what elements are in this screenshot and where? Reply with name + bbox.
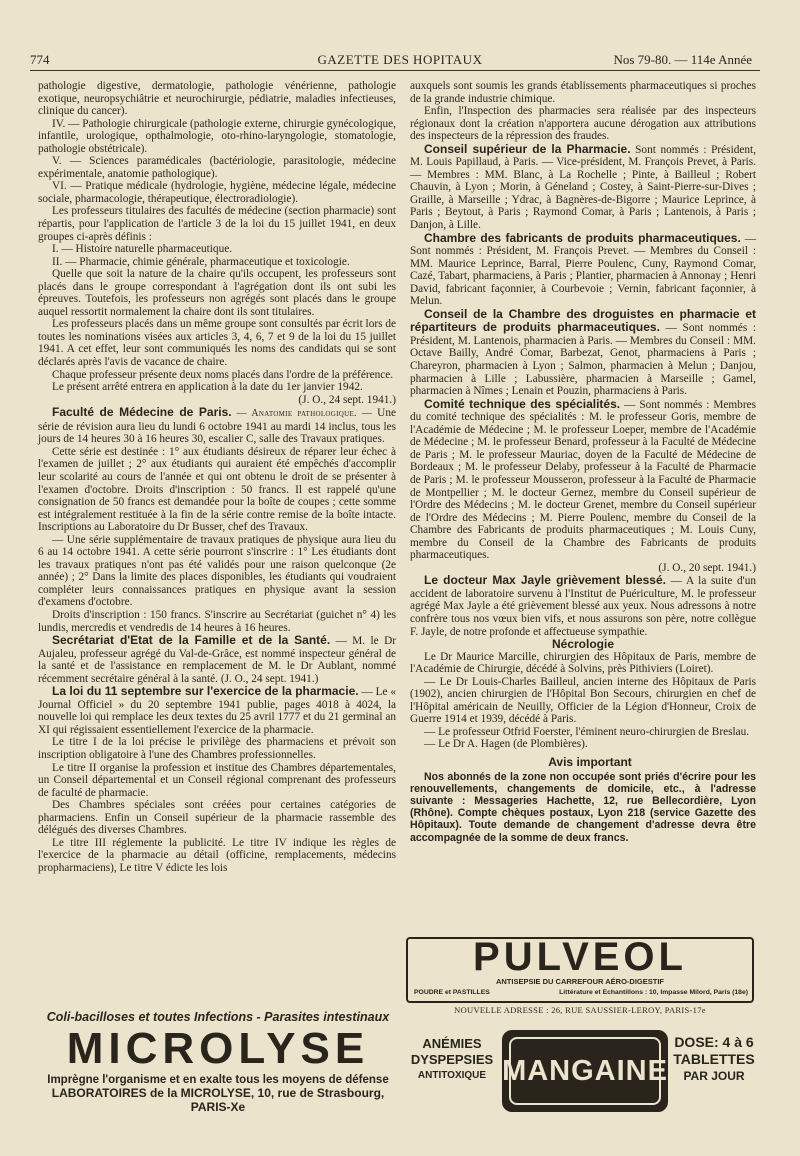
pulveol-subtitle: ANTISEPSIE DU CARREFOUR AÉRO-DIGESTIF [495, 977, 665, 986]
citation: (J. O., 20 sept. 1941.) [658, 561, 756, 574]
paragraph: — Une série supplémentaire de travaux pratiques de physique aura lieu du 6 au 14 octobre 1941. A cette série pourront s'inscrire : 1° Les étudiants dont les travaux pratiques n'ont pas été validés pour une raison quelconque (2e année) ; 2° Dans la limite des places disponibles, les étudiants qui voudraient compléter leurs connaissances pratiques en physique avant la session d'examens d'octobre. [38, 533, 396, 609]
mangaine-name: MANGAINE [502, 1054, 668, 1087]
paragraph: Quelle que soit la nature de la chaire qu'ils occupent, les professeurs sont placés dans le groupe correspondant à l'agrégation dont ils ont subi les épreuves. Toutefois, les professeurs non agrégés sont placés dans le groupe auquel ressortit normalement la chaire dont ils sont titulaires. [38, 268, 396, 318]
pulveol-name: PULVEOL [473, 935, 687, 979]
paragraph: Le titre III réglemente la publicité. Le titre IV indique les règles de l'exercice de la pharmacie au détail (officine, remplacements, médecins propharmaciens), Le titre V édicte les lois [38, 836, 396, 874]
news-item [38, 634, 396, 685]
microlyse-claim: Imprègne l'organisme et en exalte tous les moyens de défense [47, 1074, 389, 1086]
paragraph: II. — Pharmacie, chimie générale, pharmaceutique et toxicologie. [52, 255, 350, 268]
news-heading: Comité technique des spécialités. [424, 396, 621, 411]
pulveol-samples: Littérature et Echantillons : 10, Impasse Milord, Paris (18e) [559, 989, 748, 996]
news-item [410, 308, 756, 398]
news-subheading: — Anatomie pathologique. — [236, 408, 373, 420]
paragraph: Le titre II organise la profession et institue des Chambres départementales, un Conseil départemental et un Conseil régional comprenant des professeurs de faculté de pharmacie. [38, 761, 396, 799]
paragraph: — Le Dr Louis-Charles Bailleul, ancien interne des Hôpitaux de Paris (1902), ancien chirurgien de l'Hôpital Bon Secours, chirurgien en chef de l'Hôpital américain de Neuilly, Officier de la Légion d'Honneur, Croix de Guerre 1914 et 1939, décédé à Paris. [410, 675, 756, 726]
news-heading: Chambre des fabricants de produits pharmaceutiques. [424, 230, 741, 245]
mangaine-ad [404, 1030, 760, 1110]
paragraph: Enfin, l'Inspection des pharmacies sera réalisée par des inspecteurs régionaux dont la création n'apportera aucune dérogation aux attributions des inspecteurs de la répression des fraudes. [410, 105, 756, 143]
news-heading: Conseil de la Chambre des droguistes en pharmacie et répartiteurs de produits pharmaceutiques. [410, 306, 756, 335]
news-body: — Le « Journal Officiel » du 20 septembre 1941 publie, pages 4018 à 4024, la nouvelle loi qui remplace les deux textes du 25 avril 1777 et du 21 germinal an XI qui régissaient essentiellement l'exercice de la pharmacie. [38, 686, 396, 736]
news-body: — M. le Dr Aujaleu, professeur agrégé du Val-de-Grâce, est nommé inspecteur général de la santé et de l'assistance en remplacement de M. le Dr Aublant, nommé récemment secrétaire général à la santé. (J. O., 24 sept. 1941.) [38, 635, 396, 685]
microlyse-ad [38, 1010, 398, 1125]
paragraph: Chaque professeur présente deux noms placés dans l'ordre de la préférence. [52, 368, 394, 381]
news-body: Une série de révision aura lieu du lundi 6 octobre 1941 au mardi 14 inclus, tous les jours de 14 heures 30 à 16 heures 30, escalier C, salle des Travaux pratiques. [38, 407, 396, 446]
news-item [38, 406, 396, 446]
avis-body: Nos abonnés de la zone non occupée sont priés d'écrire pour les renouvellements, changements de domicile, etc., à l'adresse suivante : Messageries Hachette, 12, rue Bellecordière, Lyon (Rhône). Compte chèques postaux, Lyon 218 (service Gazette des Hôpitaux). Toute demande de changement d'adresse devra être accompagnée de la somme de deux francs. [410, 770, 756, 844]
mangaine-right-3: PAR JOUR [683, 1069, 745, 1083]
news-heading: Secrétariat d'Etat de la Famille et de la Santé. [52, 633, 331, 648]
news-item [410, 143, 756, 232]
paragraph: — Le Dr A. Hagen (de Plombières). [424, 738, 588, 751]
paragraph: auxquels sont soumis les grands établissements pharmaceutiques si proches de la grande industrie chimique. [410, 80, 756, 105]
news-item [410, 574, 756, 638]
paragraph: I. — Histoire naturelle pharmaceutique. [52, 243, 233, 256]
mangaine-right-2: TABLETTES [673, 1051, 755, 1067]
paragraph: — Le professeur Otfrid Foerster, l'éminent neuro-chirurgien de Breslau. [424, 725, 750, 738]
pulveol-details [414, 989, 748, 996]
paragraph: pathologie digestive, dermatologie, pathologie vénérienne, pathologie exotique, neuropsychiâtrie et neurochirurgie, pédiatrie, maladies infectieuses, clinique du cancer). [38, 80, 396, 118]
paragraph: IV. — Pathologie chirurgicale (pathologie externe, chirurgie gynécologique, infantile, urologique, opthalmologie, oto-rhino-laryngologie, stomatologie, pathologie obstétricale). [38, 117, 396, 155]
mangaine-indications [406, 1036, 498, 1084]
avis-title: Avis important [548, 754, 632, 769]
paragraph: Le titre I de la loi précise le privilège des pharmaciens et prévoit son inscription obligatoire à l'une des Chambres professionnelles. [38, 736, 396, 761]
paragraph: Les professeurs titulaires des facultés de médecine (section pharmacie) sont répartis, pour l'application de l'article 3 de la loi du 15 juillet 1941, en deux groupes ci-après définis : [38, 205, 396, 243]
microlyse-name: MICROLYSE [66, 1024, 370, 1073]
pulveol-frame [406, 937, 754, 1003]
paragraph: Des Chambres spéciales sont créées pour certaines catégories de pharmaciens. Enfin un Conseil supérieur de la pharmacie rassemble des délégués des diverses Chambres. [38, 799, 396, 837]
news-heading: La loi du 11 septembre sur l'exercice de la pharmacie. [52, 684, 359, 699]
paragraph: VI. — Pratique médicale (hydrologie, hygiène, médecine légale, médecine sociale, pharmacologie, thérapeutique, électroradiologie). [38, 180, 396, 205]
microlyse-address: LABORATOIRES de la MICROLYSE, 10, rue de Strasbourg, PARIS-Xe [51, 1086, 385, 1114]
citation: (J. O., 24 sept. 1941.) [298, 393, 396, 406]
news-item [38, 685, 396, 736]
mangaine-left-3: ANTITOXIQUE [417, 1070, 487, 1081]
journal-title: GAZETTE DES HOPITAUX [317, 52, 483, 67]
paragraph: Droits d'inscription : 150 francs. S'inscrire au Secrétariat (guichet n° 4) les lundis, mercredis et vendredis de 14 heures à 16 heures. [38, 608, 396, 634]
mangaine-dosage [668, 1034, 760, 1085]
news-heading: Le docteur Max Jayle grièvement blessé. [424, 573, 666, 588]
mangaine-right-1: DOSE: 4 à 6 [674, 1034, 754, 1050]
paragraph: Le présent arrêté entrera en application à la date du 1er janvier 1942. [52, 381, 363, 394]
microlyse-tagline: Coli-bacilloses et toutes Infections - Parasites intestinaux [46, 1010, 390, 1024]
news-item [410, 398, 756, 562]
pulveol-address: NOUVELLE ADRESSE : 26, RUE SAUSSIER-LEROY, PARIS-17e [454, 1005, 706, 1015]
news-body: Sont nommés : Président, M. Louis Papillaud, à Paris. — Vice-président, M. François Prevet, à Paris. — Membres : MM. Blanc, à La Rochelle ; Pinte, à Bailleul ; Robert Chauvin, à Lyon ; Morin, à Géneland ; Costey, à Saint-Pierre-sur-Dives ; Graille, à Marseille ; Ydrac, à Bagnères-de-Bigorre ; Maurice Leprince, à Paris ; Beytout, à Paris ; Raymond Comar, à Paris ; Lantenois, à Paris ; Danjon, à Lille. [410, 143, 756, 232]
mangaine-logo [502, 1030, 668, 1112]
header-rule [30, 70, 760, 71]
news-heading: Faculté de Médecine de Paris. [52, 405, 232, 420]
news-item [410, 232, 756, 308]
page-number: 774 [30, 52, 50, 67]
news-body: — A la suite d'un accident de laboratoire survenu à l'Institut de Puériculture, M. le professeur agrégé Max Jayle a été grièvement blessé aux yeux. Nous adressons à notre confrère tous nos vœux bien vifs, et nous assurons son père, notre collègue F. Jayle, de notre profonde et affectueuse sympathie. [410, 575, 756, 638]
paragraph: Cette série est destinée : 1° aux étudiants désireux de réparer leur échec à l'examen de juillet ; 2° aux étudiants qui auraient été empêchés d'accomplir leur scolarité au cours de l'année et qui ont obtenu le droit de se présenter à l'examen d'octobre. Droits d'inscription : 50 francs. Il est rappelé qu'une consignation de 50 francs est demandée pour la boîte de coupes ; cette somme est intégralement restituée à la fin de la série contre remise de la boîte intacte. Inscriptions au Laboratoire du Dr Busser, chef des Travaux. [38, 445, 396, 534]
mangaine-left-2: DYSPEPSIES [410, 1052, 494, 1067]
issue-number: Nos 79-80. — 114e Année [613, 52, 752, 67]
pulveol-ad [402, 933, 758, 1025]
pulveol-forms: POUDRE et PASTILLES [414, 989, 490, 996]
paragraph: Les professeurs placés dans un même groupe sont consultés par écrit lors de toutes les nominations visées aux articles 3, 4, 6, 7 et 9 de la loi du 15 juillet 1941. A cet effet, leur sont communiqués les noms des candidats qui se sont déclarés après l'avis de vacance de chaire. [38, 318, 396, 369]
mangaine-left-1: ANÉMIES [422, 1036, 482, 1051]
news-heading: Conseil supérieur de la Pharmacie. [424, 141, 631, 156]
left-column [38, 80, 396, 874]
section-title: Nécrologie [551, 637, 614, 652]
news-body: — Sont nommés : Membres du comité technique des spécialités : M. le professeur Goris, membre de l'Académie de Médecine ; M. le professeur Loeper, membre de l'Académie de Médecine ; M. le professeur Benard, professeur à la Faculté de Médecine de Paris ; M. le professeur Mauriac, doyen de la Faculté de Médecine de Bordeaux ; M. le professeur Delaby, professeur à la Faculté de Pharmacie de Paris ; M. le professeur Mousseron, professeur à la Faculté de Pharmacie de Montpellier ; M. le docteur Gernez, membre du Conseil supérieur de l'Ordre des Médecins ; M. le docteur Grenet, membre du Conseil supérieur de l'Ordre des Médecins ; M. Pierre Poulenc, membre du Conseil de la Chambre des Fabricants de produits pharmaceutiques ; M. Louis Cuny, membre du Conseil de la Chambre des Fabricants de produits pharmaceutiques. [410, 398, 756, 562]
right-column [410, 80, 756, 844]
paragraph: V. — Sciences paramédicales (bactériologie, parasitologie, médecine expérimentale, anatomie pathologique). [38, 155, 396, 180]
paragraph: Le Dr Maurice Marcille, chirurgien des Hôpitaux de Paris, membre de l'Académie de Chirurgie, décédé à Solvins, près Pithiviers (Loiret). [410, 650, 756, 676]
news-body: — Sont nommés : Président, M. François Prevet. — Membres du Conseil : MM. Maurice Leprince, Barral, Pierre Poulenc, Cuny, Raymond Comar, Cazé, Tabart, pharmaciens, à Paris ; Plantier, pharmacien à Annonay ; Henri David, fabricant façonnier, à Courbevoie ; Vernin, fabricant façonnier, à Melun. [410, 232, 756, 308]
page-header [30, 52, 770, 68]
news-body: — Sont nommés : Président, M. Lantenois, pharmacien à Paris. — Membres du Conseil : MM. Octave Bailly, André Comar, Barbezat, Genot, pharmaciens à Paris ; Chareyron, pharmacien à Lyon ; Salmon, pharmacien à Melun ; Danjou, pharmacien à Lille ; Labussière, pharmacien à Marseille ; Gamel, pharmacien à Nîmes ; Lenain et Pouzin, pharmaciens à Paris. [410, 322, 757, 398]
